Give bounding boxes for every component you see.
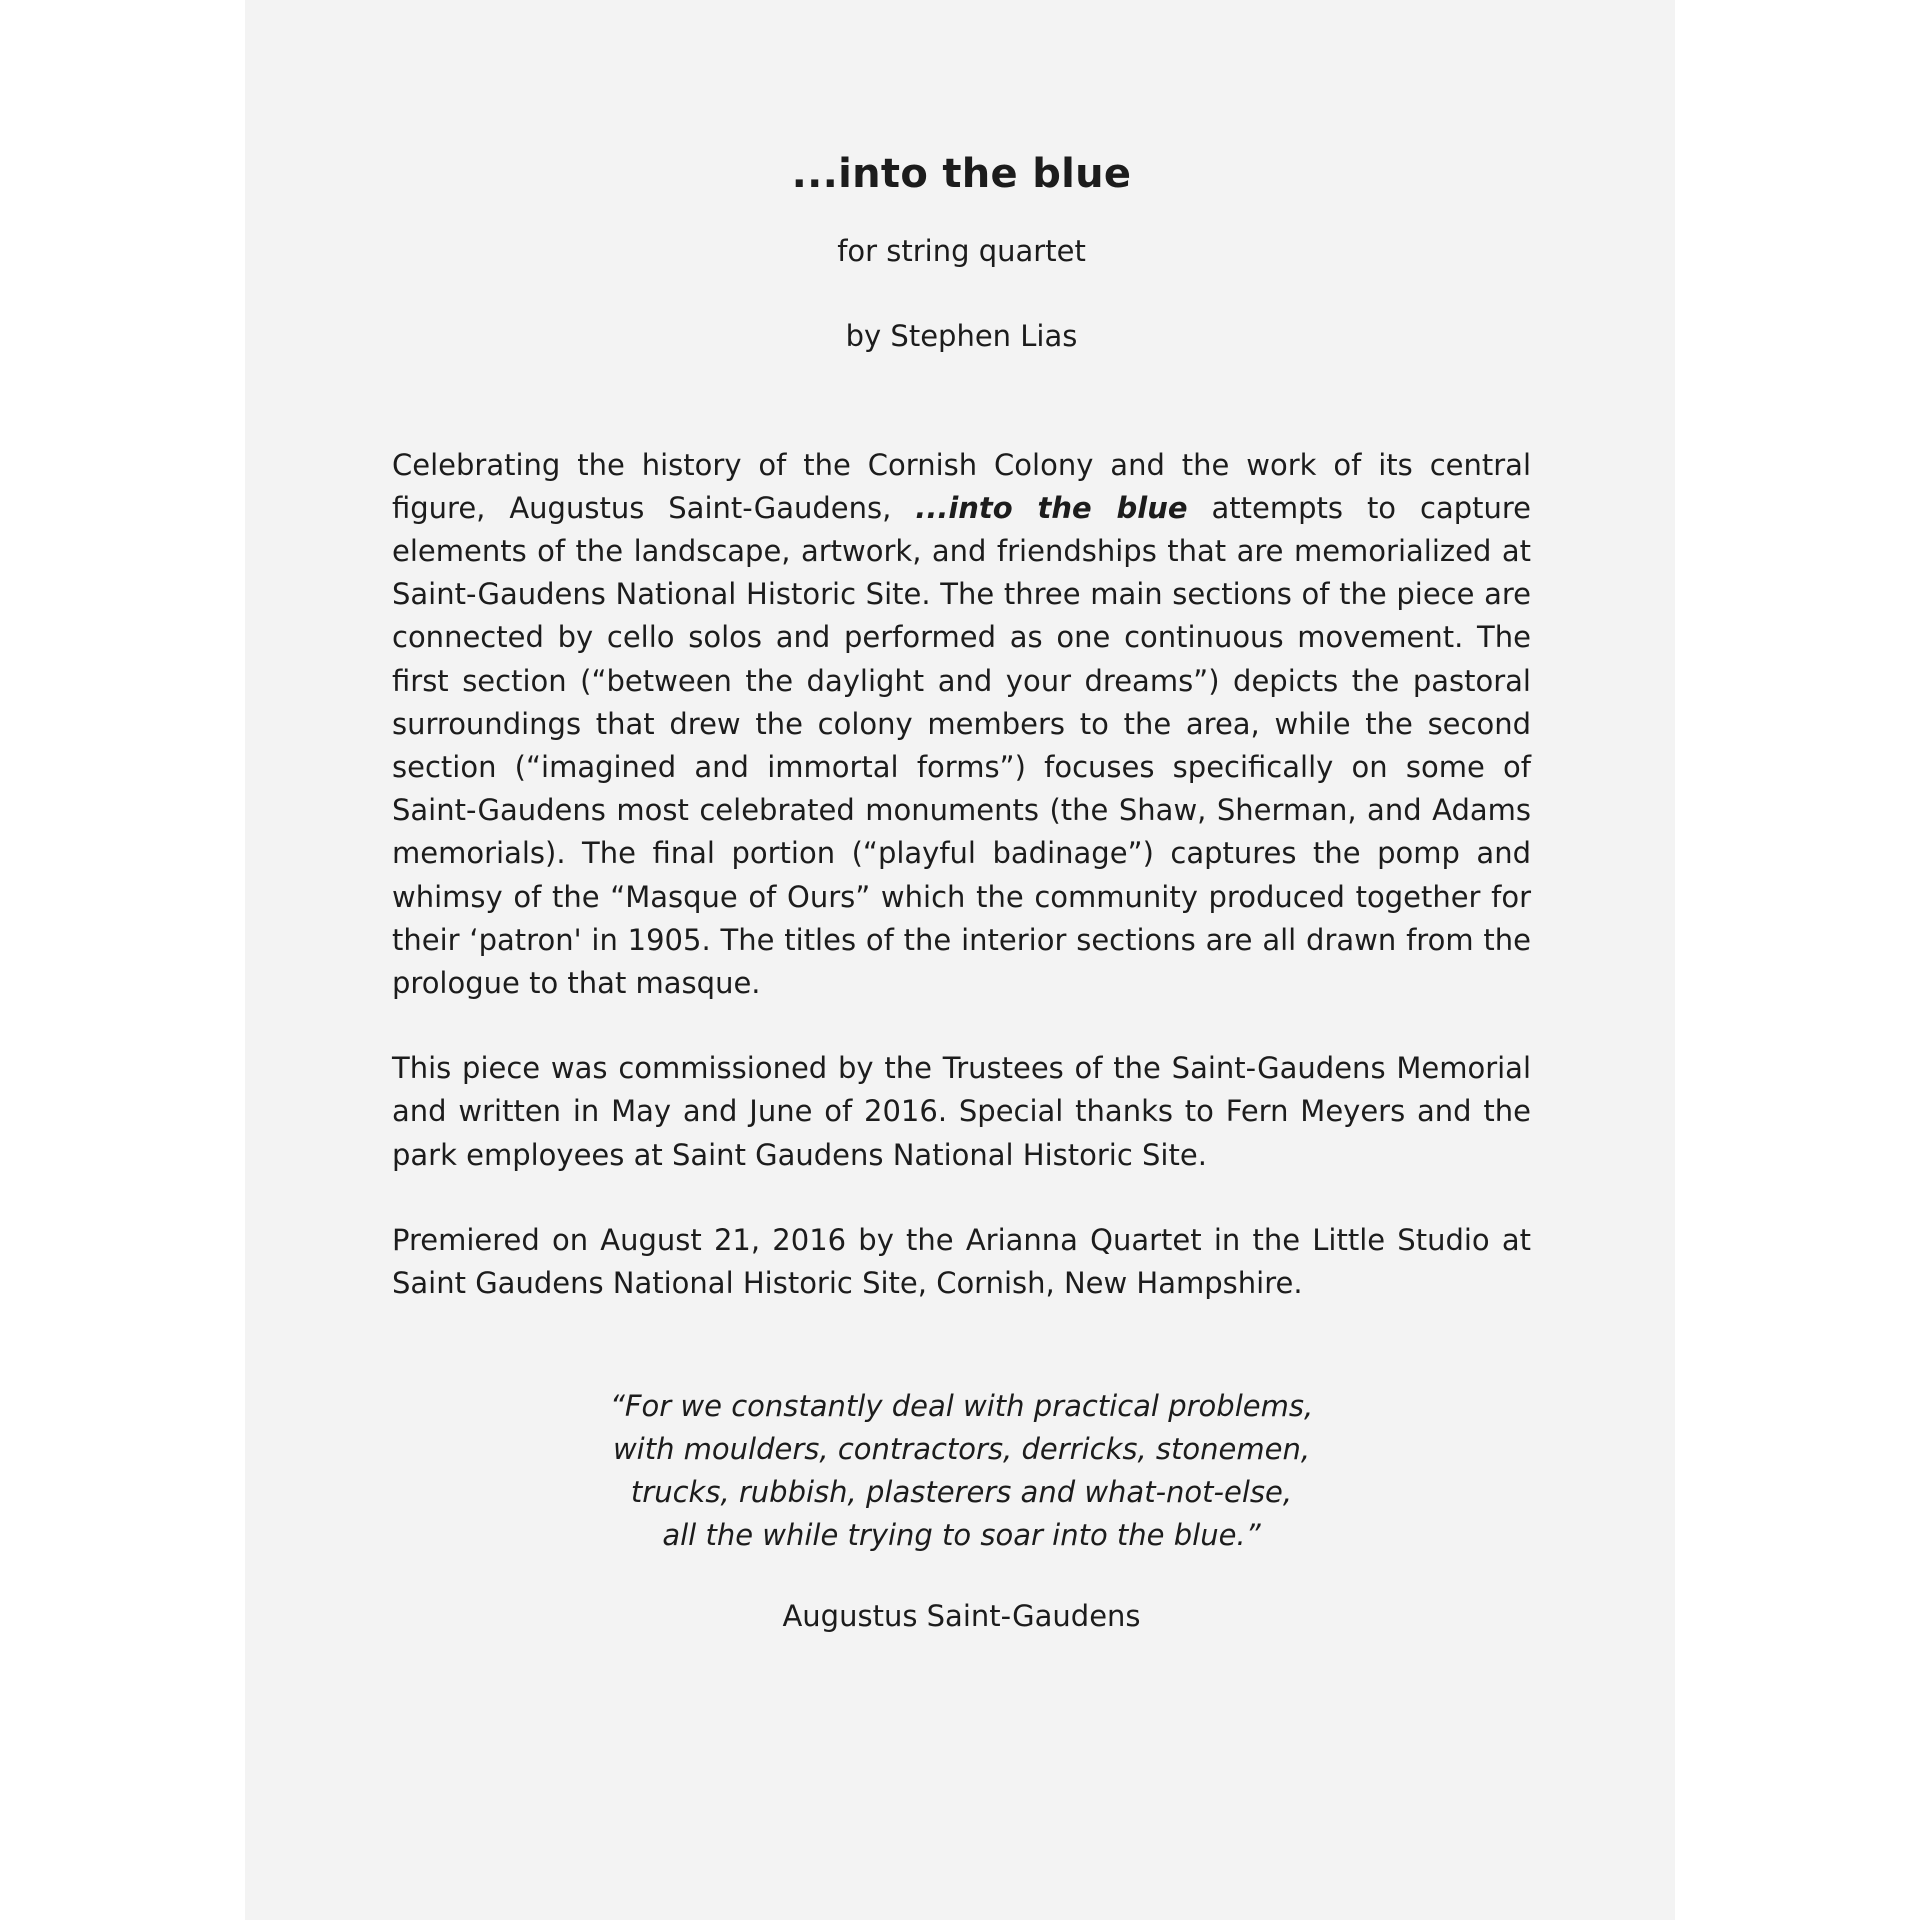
program-note-title-italic: ...into the blue: [915, 490, 1188, 525]
piece-title: ...into the blue: [791, 151, 1132, 197]
epigraph-quote: [392, 1385, 1531, 1557]
quote-attribution: Augustus Saint-Gaudens: [782, 1599, 1141, 1634]
quote-line: all the while trying to soar into the blue.”: [662, 1518, 1261, 1553]
instrumentation: for string quartet: [837, 234, 1086, 268]
quote-line: trucks, rubbish, plasterers and what-not-else,: [630, 1475, 1293, 1510]
program-note-paragraph: [392, 444, 1531, 1006]
document-page: [245, 0, 1675, 1920]
program-note-text-start: Celebrating the history of the Cornish Colony and the work of its central figure, Augustus Saint-Gaudens,: [392, 447, 1531, 525]
composer-credit: by Stephen Lias: [845, 318, 1078, 353]
commission-paragraph: This piece was commissioned by the Trustees of the Saint-Gaudens Memorial and written in May and June of 2016. Special thanks to Fern Meyers and the park employees at Saint Gaudens National Historic Site.: [392, 1051, 1531, 1172]
quote-line: with moulders, contractors, derricks, stonemen,: [612, 1432, 1311, 1467]
page-content: [392, 150, 1531, 1634]
quote-line: “For we constantly deal with practical problems,: [609, 1389, 1314, 1424]
program-note-text-rest: attempts to capture elements of the landscape, artwork, and friendships that are memorialized at Saint-Gaudens National Historic Site. The three main sections of the piece are connected by cello solos and performed as one continuous movement. The first section (“between the daylight and your dreams”) depicts the pastoral surroundings that drew the colony members to the area, while the second section (“imagined and immortal forms”) focuses specifically on some of Saint-Gaudens most celebrated monuments (the Shaw, Sherman, and Adams memorials). The final portion (“playful badinage”) captures the pomp and whimsy of the “Masque of Ours” which the community produced together for their ‘patron' in 1905. The titles of the interior sections are all drawn from the prologue to that masque.: [392, 490, 1531, 1001]
premiere-paragraph: Premiered on August 21, 2016 by the Arianna Quartet in the Little Studio at Saint Gaudens National Historic Site, Cornish, New Hampshire.: [392, 1222, 1531, 1301]
